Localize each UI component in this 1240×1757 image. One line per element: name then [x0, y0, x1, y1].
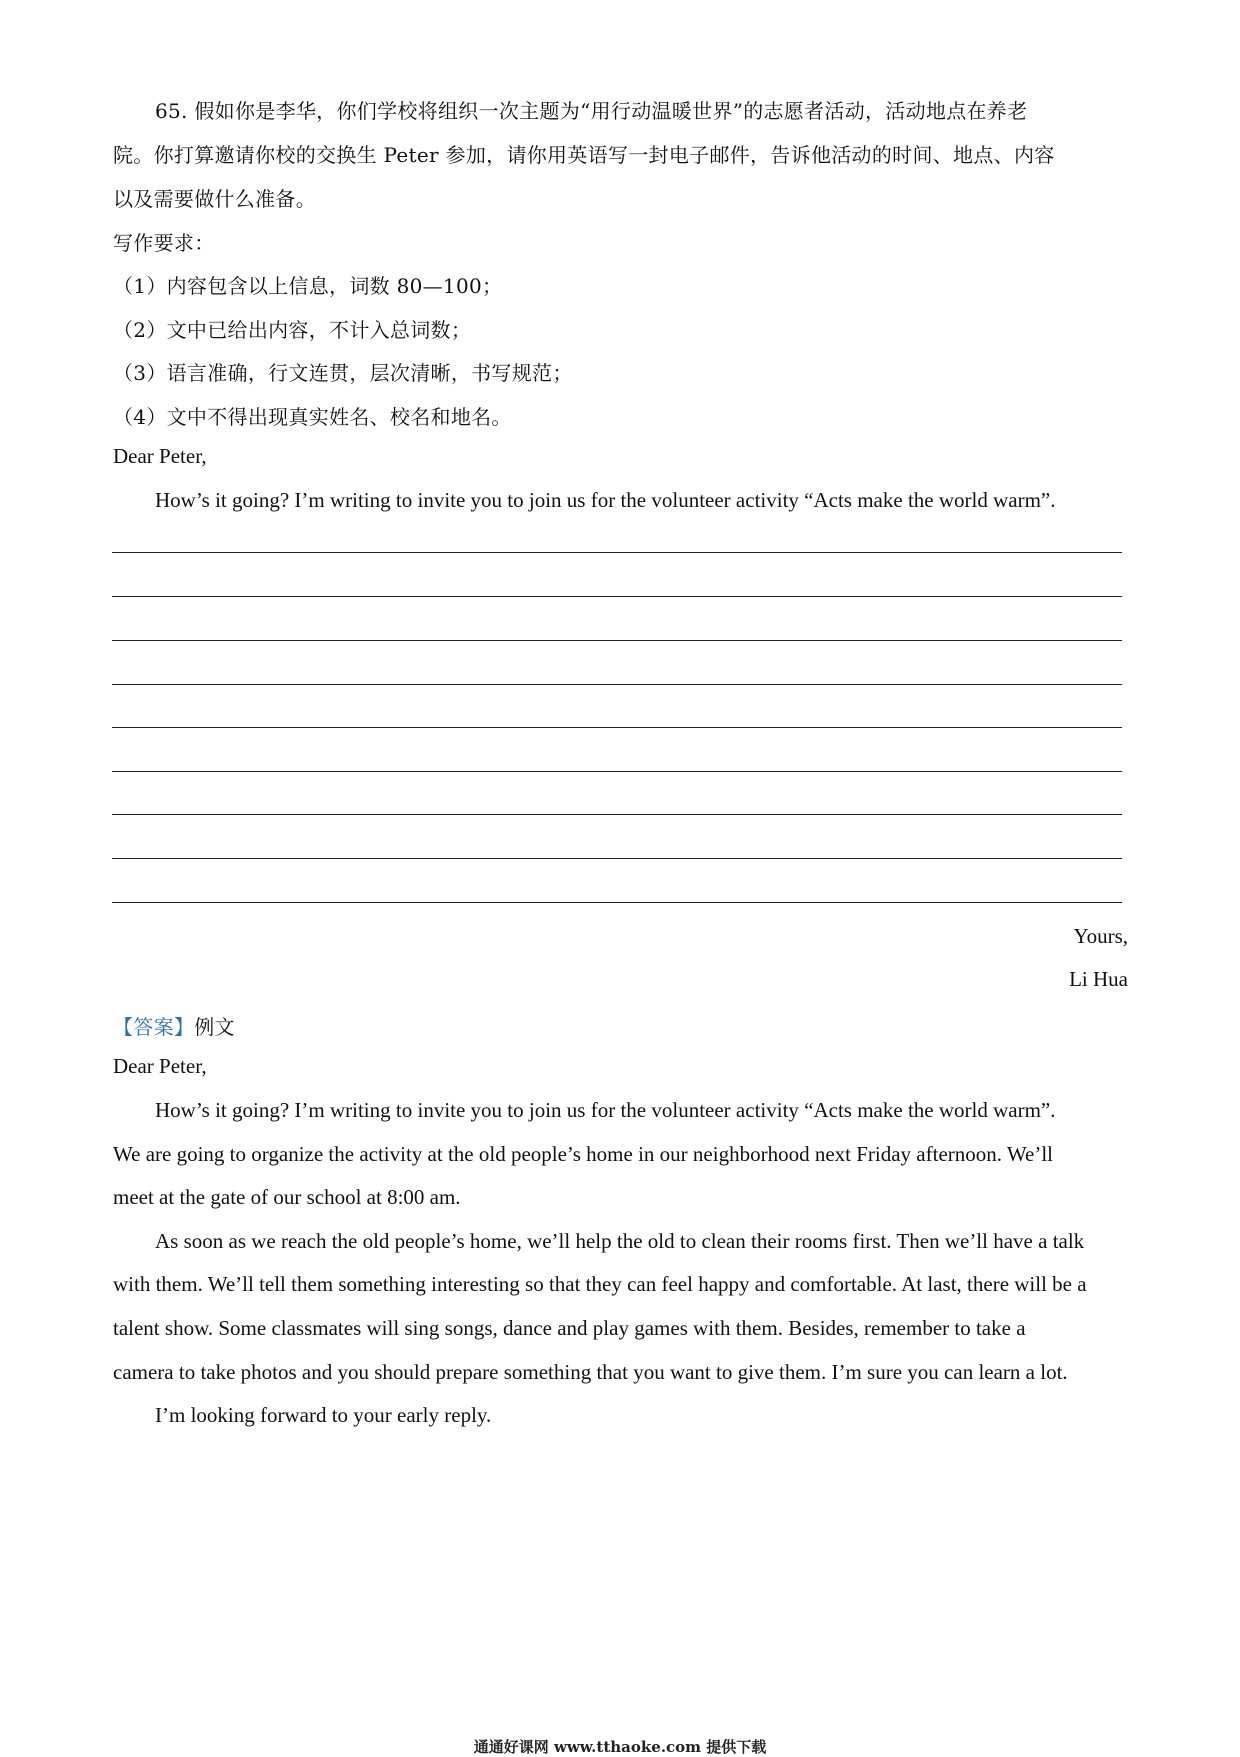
- answer-line-3: meet at the gate of our school at 8:00 am.: [113, 1185, 461, 1209]
- question-line-3: 以及需要做什么准备。: [113, 187, 316, 211]
- answer-label: 例文: [194, 1015, 235, 1039]
- answer-greeting: Dear Peter,: [113, 1054, 207, 1078]
- writing-line: [112, 858, 1122, 859]
- answer-line-1: How’s it going? I’m writing to invite you to join us for the volunteer activity “Acts make the world warm”.: [155, 1098, 1056, 1122]
- answer-heading: [113, 1011, 235, 1040]
- answer-line-4: As soon as we reach the old people’s home, we’ll help the old to clean their rooms first. Then we’ll have a talk: [155, 1229, 1085, 1253]
- requirement-4: （4）文中不得出现真实姓名、校名和地名。: [113, 405, 512, 429]
- answer-line-7: camera to take photos and you should prepare something that you want to give them. I’m sure you can learn a lot.: [113, 1360, 1068, 1384]
- template-closing: Yours,: [1073, 924, 1128, 948]
- answer-line-2: We are going to organize the activity at the old people’s home in our neighborhood next Friday afternoon. We’ll: [113, 1142, 1054, 1166]
- requirement-1: （1）内容包含以上信息，词数 80—100；: [113, 274, 503, 298]
- answer-line-5: with them. We’ll tell them something interesting so that they can feel happy and comfortable. At last, there will be a: [113, 1272, 1087, 1296]
- answer-tag: 【答案】: [113, 1015, 195, 1039]
- template-signature: Li Hua: [1069, 967, 1128, 991]
- answer-line-6: talent show. Some classmates will sing songs, dance and play games with them. Besides, remember to take a: [113, 1316, 1026, 1340]
- question-line-1: 65. 假如你是李华，你们学校将组织一次主题为“用行动温暖世界”的志愿者活动，活动地点在养老: [155, 99, 1028, 123]
- writing-line: [112, 640, 1122, 641]
- template-greeting: Dear Peter,: [113, 444, 207, 468]
- requirement-2: （2）文中已给出内容，不计入总词数；: [113, 318, 472, 342]
- writing-line: [112, 771, 1122, 772]
- writing-line: [112, 684, 1122, 685]
- writing-line: [112, 552, 1122, 553]
- requirement-3: （3）语言准确，行文连贯，层次清晰，书写规范；: [113, 361, 573, 385]
- template-opening: How’s it going? I’m writing to invite you to join us for the volunteer activity “Acts make the world warm”.: [155, 488, 1056, 512]
- writing-line: [112, 814, 1122, 815]
- writing-line: [112, 902, 1122, 903]
- writing-line: [112, 596, 1122, 597]
- answer-line-8: I’m looking forward to your early reply.: [155, 1403, 492, 1427]
- requirements-title: 写作要求：: [113, 231, 215, 255]
- writing-line: [112, 727, 1122, 728]
- question-line-2: 院。你打算邀请你校的交换生 Peter 参加，请你用英语写一封电子邮件，告诉他活动的时间、地点、内容: [113, 143, 1055, 167]
- page-footer: 通通好课网 www.tthaoke.com 提供下载: [473, 1738, 767, 1756]
